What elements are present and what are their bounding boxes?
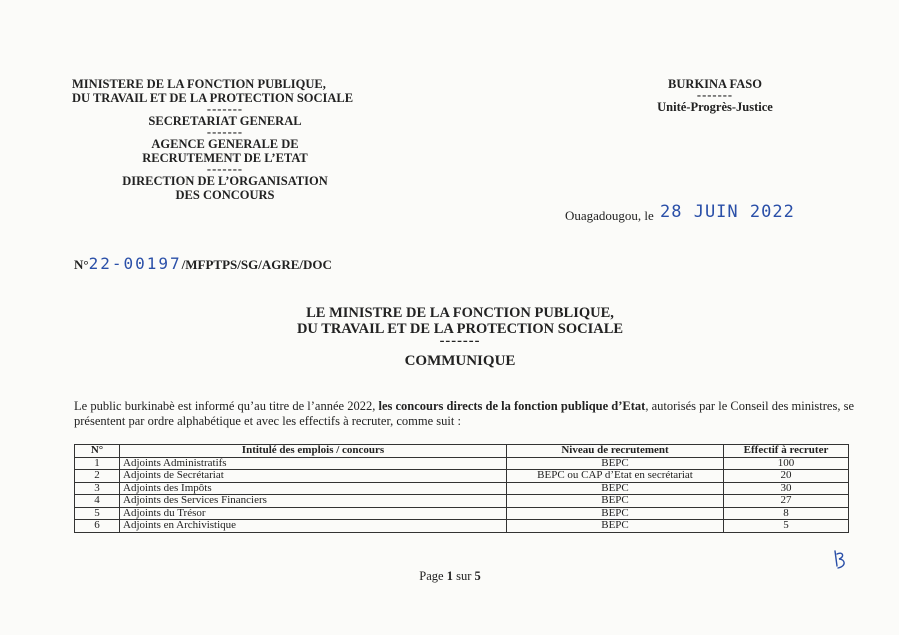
ministry-line-2: DU TRAVAIL ET DE LA PROTECTION SOCIALE	[72, 91, 354, 105]
ministry-line-1: MINISTERE DE LA FONCTION PUBLIQUE,	[72, 77, 326, 91]
date-stamp: 28 JUIN 2022	[660, 202, 795, 222]
cell-number: 5	[75, 507, 120, 520]
cell-title: Adjoints du Trésor	[120, 507, 507, 520]
cell-count: 5	[724, 520, 849, 533]
cell-count: 20	[724, 470, 849, 483]
table-row	[75, 495, 849, 508]
reference-stamp-number: 22-00197	[88, 254, 182, 273]
cell-count: 8	[724, 507, 849, 520]
authority-line-2: DU TRAVAIL ET DE LA PROTECTION SOCIALE	[296, 321, 624, 337]
document-heading: COMMUNIQUE	[404, 353, 516, 369]
country-header	[640, 77, 790, 114]
cell-number: 1	[75, 457, 120, 470]
intro-paragraph	[74, 399, 854, 428]
cell-title: Adjoints des Impôts	[120, 482, 507, 495]
cell-level: BEPC	[507, 507, 724, 520]
recruitment-table	[74, 444, 849, 533]
issuer-header	[60, 77, 390, 202]
reference-number	[74, 254, 332, 273]
col-header-title: Intitulé des emplois / concours	[120, 445, 507, 458]
table-row	[75, 482, 849, 495]
cell-title: Adjoints de Secrétariat	[120, 470, 507, 483]
col-header-level: Niveau de recrutement	[507, 445, 724, 458]
intro-text-1: Le public burkinabè est informé qu’au titre de l’année 2022,	[74, 399, 379, 413]
page-current: 1	[446, 569, 453, 583]
agency-line-2: RECRUTEMENT DE L’ETAT	[142, 151, 308, 165]
page-number	[380, 569, 520, 584]
cell-count: 30	[724, 482, 849, 495]
separator-dashes: -------	[696, 88, 734, 102]
cell-count: 27	[724, 495, 849, 508]
separator-dashes: -------	[439, 333, 481, 349]
page-label: Page	[419, 569, 444, 583]
secretariat-label: SECRETARIAT GENERAL	[148, 114, 302, 128]
table-header-row	[75, 445, 849, 458]
reference-suffix: /MFPTPS/SG/AGRE/DOC	[181, 257, 332, 272]
cell-level: BEPC	[507, 495, 724, 508]
cell-level: BEPC ou CAP d’Etat en secrétariat	[507, 470, 724, 483]
cell-title: Adjoints Administratifs	[120, 457, 507, 470]
col-header-number: N°	[75, 445, 120, 458]
page-total: 5	[474, 569, 481, 583]
direction-line-2: DES CONCOURS	[175, 188, 275, 202]
separator-dashes: -------	[206, 125, 244, 139]
table-row	[75, 520, 849, 533]
col-header-count: Effectif à recruter	[724, 445, 849, 458]
direction-line-1: DIRECTION DE L’ORGANISATION	[122, 174, 328, 188]
cell-level: BEPC	[507, 482, 724, 495]
cell-title: Adjoints en Archivistique	[120, 520, 507, 533]
national-motto: Unité-Progrès-Justice	[657, 100, 773, 114]
table-row	[75, 457, 849, 470]
handwritten-initials-icon	[830, 548, 854, 572]
agency-line-1: AGENCE GENERALE DE	[151, 137, 299, 151]
cell-title: Adjoints des Services Financiers	[120, 495, 507, 508]
intro-text-bold: les concours directs de la fonction publique d’Etat	[378, 399, 646, 413]
cell-number: 6	[75, 520, 120, 533]
document-authority	[200, 305, 720, 349]
table-row	[75, 507, 849, 520]
reference-prefix: N°	[74, 257, 89, 272]
cell-number: 4	[75, 495, 120, 508]
separator-dashes: -------	[206, 162, 244, 176]
place-label: Ouagadougou, le	[565, 208, 654, 223]
cell-level: BEPC	[507, 520, 724, 533]
page-separator: sur	[456, 569, 472, 583]
separator-dashes: -------	[206, 102, 244, 116]
cell-number: 3	[75, 482, 120, 495]
table-row	[75, 470, 849, 483]
cell-level: BEPC	[507, 457, 724, 470]
intro-text-2: , autorisés par le Conseil des ministres, se présentent par ordre alphabétique et avec les effectifs à recruter, comme suit :	[74, 399, 854, 428]
country-name: BURKINA FASO	[668, 77, 762, 91]
cell-number: 2	[75, 470, 120, 483]
authority-line-1: LE MINISTRE DE LA FONCTION PUBLIQUE,	[306, 305, 614, 321]
cell-count: 100	[724, 457, 849, 470]
